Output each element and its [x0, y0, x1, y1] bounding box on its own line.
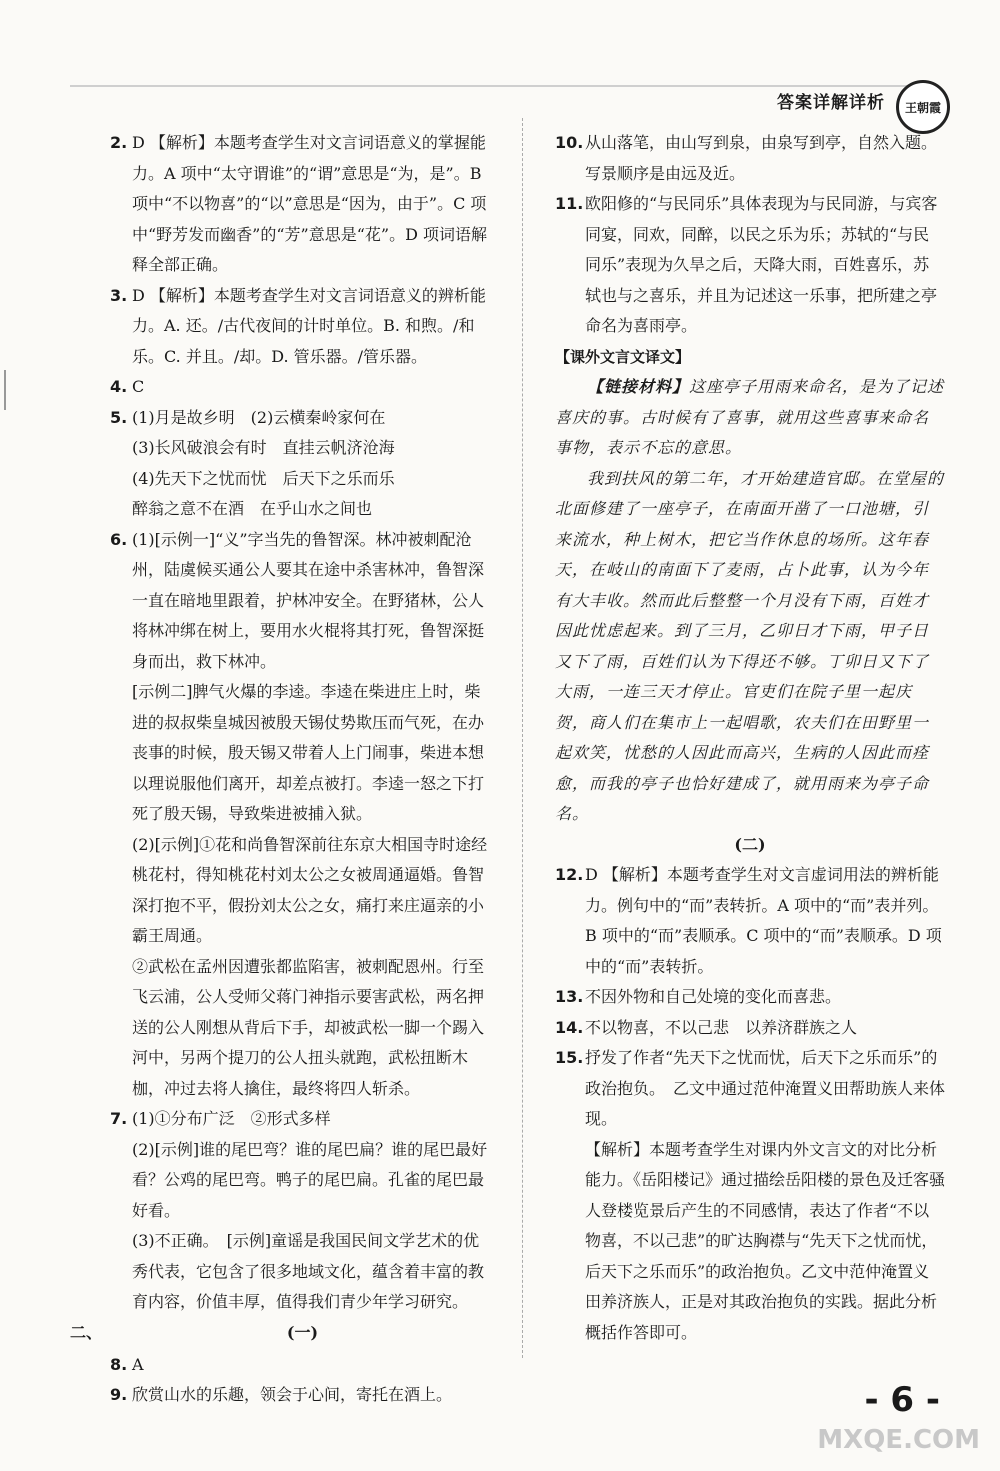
- answer-paragraph: (2)[示例]①花和尚鲁智深前往东京大相国寺时途经桃花村，得知桃花村刘太公之女被周通逼婚。鲁智深打抱不平，假扮刘太公之女，痛打来庄逼亲的小霸王周通。: [132, 834, 488, 945]
- right-column: [555, 128, 945, 1348]
- answer-paragraph: (1)①分布广泛 ②形式多样: [132, 1109, 331, 1128]
- answer-5: [110, 403, 495, 525]
- answer-text: 欣赏山水的乐趣，领会于心间，寄托在酒上。: [132, 1385, 453, 1404]
- binding-mark: [4, 370, 12, 410]
- answer-paragraph: [示例二]脾气火爆的李逵。李逵在柴进庄上时，柴进的叔叔柴皇城因被殷天锡仗势欺压而气死，在办丧事的时候，殷天锡又带着人上门闹事，柴进本想以理说服他们离开，却差点被打。李逵一怒之下打死了殷天锡，导致柴进被捕入狱。: [132, 682, 485, 823]
- answer-number: 6.: [110, 529, 128, 549]
- answer-15: [555, 1043, 945, 1348]
- answer-3: [110, 281, 495, 373]
- answer-number: 11.: [555, 194, 584, 213]
- answer-line: 醉翁之意不在酒 在乎山水之间也: [132, 499, 373, 518]
- answer-number: 4.: [110, 377, 128, 396]
- answer-number: 10.: [555, 133, 584, 152]
- answer-text: A: [132, 1354, 144, 1374]
- section-label: 二、: [70, 1322, 103, 1342]
- answer-number: 13.: [555, 987, 584, 1006]
- answer-number: 15.: [555, 1048, 584, 1067]
- answer-paragraph: (1)[示例一]“义”字当先的鲁智深。林冲被刺配沧州，陆虞候买通公人要其在途中杀害林冲，鲁智深一直在暗地里跟着，护林冲安全。在野猪林，公人将林冲绑在树上，要用水火棍将其打死，鲁智深挺身而出，救下林冲。: [132, 529, 485, 671]
- answer-number: 8.: [110, 1354, 128, 1374]
- extra-translation-heading: 【课外文言文译文】: [555, 347, 691, 366]
- answer-number: 5.: [110, 407, 128, 427]
- answer-2: [110, 128, 495, 281]
- answer-4: [110, 372, 495, 403]
- translation-paragraph: [555, 372, 945, 464]
- section-sub-label: (一): [286, 1322, 319, 1342]
- section-sub-label: (二): [734, 834, 766, 854]
- answer-9: [110, 1380, 495, 1411]
- answer-text: 不以物喜，不以己悲 以养济群族之人: [585, 1017, 858, 1037]
- section-two-heading: [70, 1318, 495, 1350]
- translation-text: 这座亭子用雨来命名，是为了记述喜庆的事。古时候有了喜事，就用这些喜事来命名事物，表示不忘的意思。: [555, 377, 945, 457]
- answer-line: (3)长风破浪会有时 直挂云帆济沧海: [132, 438, 395, 457]
- answer-13: [555, 982, 945, 1013]
- page-number: - 6 -: [864, 1380, 940, 1420]
- answer-paragraph: (2)[示例]谁的尾巴弯？谁的尾巴扁？谁的尾巴最好看？公鸡的尾巴弯。鸭子的尾巴扁。孔雀的尾巴最好看。: [132, 1139, 488, 1220]
- answer-paragraph: 抒发了作者“先天下之忧而忧，后天下之乐而乐”的政治抱负。 乙文中通过范仲淹置义田帮助族人来体现。: [585, 1048, 946, 1128]
- answer-12: [555, 860, 945, 982]
- answer-6: [110, 525, 495, 1105]
- answer-text: 从山落笔，由山写到泉，由泉写到亭，自然入题。写景顺序是由远及近。: [585, 133, 938, 183]
- header-rule: [70, 85, 930, 87]
- answer-text: C: [132, 377, 145, 396]
- answer-10: [555, 128, 945, 189]
- answer-7: [110, 1104, 495, 1318]
- column-divider: [522, 118, 524, 1358]
- answer-number: 2.: [110, 133, 128, 152]
- answer-number: 9.: [110, 1385, 128, 1404]
- answer-text: D 【解析】本题考查学生对文言词语意义的掌握能力。A 项中“太守谓谁”的“谓”意思是“为，是”。B 项中“不以物喜”的“以”意思是“因为，由于”。C 项中“野芳发而幽香”的“芳”意思是“花”。D 项词语解释全部正确。: [132, 133, 487, 274]
- watermark: MXQE.COM: [817, 1425, 980, 1455]
- link-material-tag: 【链接材料】: [587, 377, 690, 396]
- header-title: 答案详解详析: [777, 93, 885, 113]
- answer-line: (4)先天下之忧而忧 后天下之乐而乐: [132, 468, 395, 488]
- answer-paragraph: 【解析】本题考查学生对课内外文言文的对比分析能力。《岳阳楼记》通过描绘岳阳楼的景色及迁客骚人登楼览景后产生的不同感情，表达了作者“不以物喜，不以己悲”的旷达胸襟与“先天下之忧而忧，后天下之乐而乐”的政治抱负。乙文中范仲淹置义田养济族人，正是对其政治抱负的实践。据此分析概括作答即可。: [585, 1139, 946, 1342]
- brand-logo: 王朝霞: [896, 80, 950, 134]
- answer-11: [555, 189, 945, 342]
- answer-paragraph: (3)不正确。 [示例]童谣是我国民间文学艺术的优秀代表，它包含了很多地域文化，蕴含着丰富的教育内容，价值丰厚，值得我们青少年学习研究。: [132, 1231, 485, 1311]
- answer-number: 3.: [110, 285, 128, 305]
- answer-line: (1)月是故乡明 (2)云横秦岭家何在: [132, 407, 386, 427]
- answer-text: 不因外物和自己处境的变化而喜悲。: [585, 987, 842, 1006]
- answer-number: 12.: [555, 865, 584, 884]
- answer-text: 欧阳修的“与民同乐”具体表现为与民同游，与宾客同宴，同欢，同醉，以民之乐为乐；苏轼的“与民同乐”表现为久旱之后，天降大雨，百姓喜乐，苏轼也与之喜乐，并且为记述这一乐事，把所建之亭命名为喜雨亭。: [585, 194, 938, 335]
- answer-14: [555, 1013, 945, 1044]
- answer-number: 14.: [555, 1017, 584, 1037]
- answer-paragraph: ②武松在孟州因遭张都监陷害，被刺配恩州。行至飞云浦，公人受师父蒋门神指示要害武松，两名押送的公人刚想从背后下手，却被武松一脚一个踢入河中，另两个提刀的公人扭头就跑，武松扭断木枷，冲过去将人擒住，最终将四人斩杀。: [132, 956, 485, 1098]
- answer-text: D 【解析】本题考查学生对文言词语意义的辨析能力。A. 还。/古代夜间的计时单位。B. 和煦。/和乐。C. 并且。/却。D. 管乐器。/管乐器。: [132, 285, 486, 366]
- answer-number: 7.: [110, 1109, 128, 1128]
- left-column: [70, 128, 495, 1411]
- answer-text: D 【解析】本题考查学生对文言虚词用法的辨析能力。例句中的“而”表转折。A 项中的“而”表并列。B 项中的“而”表顺承。C 项中的“而”表顺承。D 项中的“而”表转折。: [585, 865, 942, 976]
- answer-8: [110, 1350, 495, 1381]
- translation-paragraph: 我到扶风的第二年，才开始建造官邸。在堂屋的北面修建了一座亭子，在南面开凿了一口池塘，引来流水，种上树木，把它当作休息的场所。这年春天，在岐山的南面下了麦雨，占卜此事，认为今年有大丰收。然而此后整整一个月没有下雨，百姓才因此忧虑起来。到了三月，乙卯日才下雨，甲子日又下了雨，百姓们认为下得还不够。丁卯日又下了大雨，一连三天才停止。官吏们在院子里一起庆贺，商人们在集市上一起唱歌，农夫们在田野里一起欢笑，忧愁的人因此而高兴，生病的人因此而痊愈，而我的亭子也恰好建成了，就用雨来为亭子命名。: [555, 468, 945, 823]
